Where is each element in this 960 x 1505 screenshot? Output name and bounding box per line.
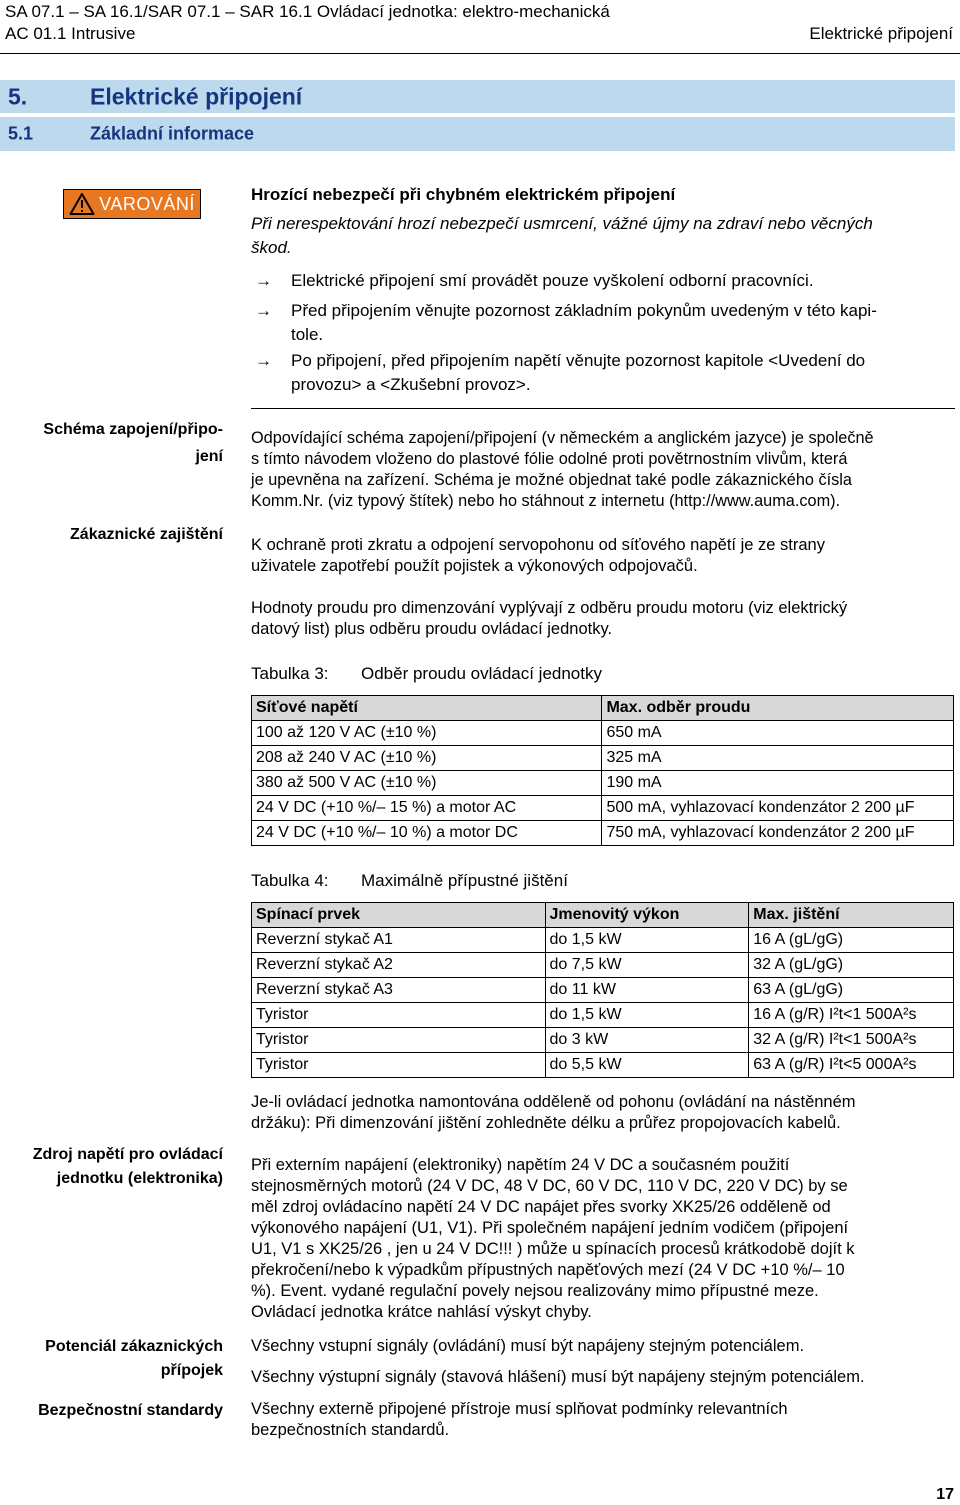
side-label-line: přípojek bbox=[160, 1362, 223, 1379]
table-header-cell: Max. odběr proudu bbox=[602, 696, 954, 721]
paragraph-line: výkonového napájení (U1, V1). Při společném napájení jedním vodičem (připojení bbox=[251, 1219, 849, 1237]
table-row bbox=[252, 821, 954, 846]
warning-item-text: Elektrické připojení smí provádět pouze vyškolení odborní pracovníci. bbox=[291, 271, 814, 290]
arrow-icon: → bbox=[255, 301, 272, 320]
side-label-line: Schéma zapojení/připo- bbox=[43, 421, 223, 438]
table4-label: Tabulka 4: bbox=[251, 871, 329, 890]
table-cell: Tyristor bbox=[252, 1053, 546, 1078]
paragraph-line: Při externím napájení (elektroniky) napětím 24 V DC a současném použití bbox=[251, 1156, 790, 1174]
paragraph-schema bbox=[251, 428, 956, 512]
table-cell: do 3 kW bbox=[545, 1028, 749, 1053]
header-title-line2: AC 01.1 Intrusive bbox=[5, 24, 136, 43]
page-number: 17 bbox=[936, 1486, 954, 1503]
table-cell: Tyristor bbox=[252, 1003, 546, 1028]
paragraph-line: %). Event. vydané regulační povely nejsou realizovány mimo přípustné meze. bbox=[251, 1282, 819, 1300]
side-label-schema bbox=[0, 418, 223, 469]
arrow-icon: → bbox=[255, 271, 272, 290]
table-cell: 650 mA bbox=[602, 721, 954, 746]
paragraph-zdroj bbox=[251, 1155, 956, 1323]
warning-heading: Hrozící nebezpečí při chybném elektrickém připojení bbox=[251, 185, 676, 204]
table-row bbox=[252, 771, 954, 796]
warning-item-text: tole. bbox=[291, 325, 324, 344]
paragraph-separate-mount bbox=[251, 1092, 956, 1134]
table-cell: 380 až 500 V AC (±10 %) bbox=[252, 771, 602, 796]
table-row bbox=[252, 1028, 954, 1053]
table-cell: 32 A (g/R) I²t<1 500A²s bbox=[749, 1028, 954, 1053]
table-header-row bbox=[252, 903, 954, 928]
warning-italic-1: Při nerespektování hrozí nebezpečí usmrcení, vážné újmy na zdraví nebo věcných bbox=[251, 214, 873, 233]
table-row bbox=[252, 746, 954, 771]
table-row bbox=[252, 953, 954, 978]
table-header-row bbox=[252, 696, 954, 721]
warning-item-text: provozu> a <Zkušební provoz>. bbox=[291, 375, 531, 394]
paragraph-line: Hodnoty proudu pro dimenzování vyplývají z odběru proudu motoru (viz elektrický bbox=[251, 599, 848, 617]
warning-block bbox=[251, 183, 956, 397]
table-cell: 63 A (gL/gG) bbox=[749, 978, 954, 1003]
table-cell: Reverzní stykač A1 bbox=[252, 928, 546, 953]
paragraph-line: bezpečnostních standardů. bbox=[251, 1421, 450, 1439]
table-row bbox=[252, 796, 954, 821]
paragraph-potencial-1: Všechny vstupní signály (ovládání) musí být napájeny stejným potenciálem. bbox=[251, 1337, 805, 1355]
paragraph-line: je upevněna na zařízení. Schéma je možné objednat také podle zákaznického čísla bbox=[251, 471, 852, 489]
paragraph-line: Všechny externě připojené přístroje musí splňovat podmínky relevantních bbox=[251, 1400, 788, 1418]
section-number: 5. bbox=[8, 83, 28, 109]
arrow-icon: → bbox=[255, 351, 272, 370]
warning-label bbox=[63, 189, 201, 219]
table4-title: Maximálně přípustné jištění bbox=[361, 871, 568, 890]
paragraph-line: s tímto návodem vloženo do plastové fólie odolné proti povětrnostním vlivům, která bbox=[251, 450, 848, 468]
table-cell: 100 až 120 V AC (±10 %) bbox=[252, 721, 602, 746]
subsection-title: Základní informace bbox=[90, 123, 255, 144]
table-cell: 24 V DC (+10 %/– 15 %) a motor AC bbox=[252, 796, 602, 821]
header-chapter: Elektrické připojení bbox=[809, 24, 953, 43]
warning-item bbox=[251, 299, 956, 347]
table-header-cell: Síťové napětí bbox=[252, 696, 602, 721]
paragraph-line: uživatele zapotřebí použít pojistek a výkonových odpojovačů. bbox=[251, 557, 698, 575]
subsection-number: 5.1 bbox=[8, 123, 34, 144]
table-header-cell: Max. jištění bbox=[749, 903, 954, 928]
table-cell: Reverzní stykač A2 bbox=[252, 953, 546, 978]
table-cell: 750 mA, vyhlazovací kondenzátor 2 200 µF bbox=[602, 821, 954, 846]
table-header-cell: Jmenovitý výkon bbox=[545, 903, 749, 928]
table-row bbox=[252, 1003, 954, 1028]
warning-item-text: Před připojením věnujte pozornost základním pokynům uvedeným v této kapi- bbox=[291, 301, 877, 320]
table3-label: Tabulka 3: bbox=[251, 664, 329, 683]
warning-label-text: VAROVÁNÍ bbox=[99, 193, 195, 214]
table3-caption bbox=[251, 664, 602, 684]
table-header-cell: Spínací prvek bbox=[252, 903, 546, 928]
table-cell: 16 A (g/R) I²t<1 500A²s bbox=[749, 1003, 954, 1028]
paragraph-line: Odpovídající schéma zapojení/připojení (v německém a anglickém jazyce) je společně bbox=[251, 429, 874, 447]
table4 bbox=[251, 902, 954, 1078]
table3-title: Odběr proudu ovládací jednotky bbox=[361, 664, 602, 683]
paragraph-line: U1, V1 s XK25/26 , jen u 24 V DC!!! ) může u spínacích procesů krátkodobě dojít k bbox=[251, 1240, 855, 1258]
table-cell: 208 až 240 V AC (±10 %) bbox=[252, 746, 602, 771]
side-label-zakaznicke: Zákaznické zajištění bbox=[70, 526, 223, 543]
header-title-line1: SA 07.1 – SA 16.1/SAR 07.1 – SAR 16.1 Ovládací jednotka: elektro-mechanická bbox=[5, 2, 610, 21]
table-cell: do 1,5 kW bbox=[545, 1003, 749, 1028]
warning-item bbox=[251, 349, 956, 397]
table-cell: do 5,5 kW bbox=[545, 1053, 749, 1078]
paragraph-line: Komm.Nr. (viz typový štítek) nebo ho stáhnout z internetu (http://www.auma.com). bbox=[251, 492, 841, 510]
warning-item-text: Po připojení, před připojením napětí věnujte pozornost kapitole <Uvedení do bbox=[291, 351, 866, 370]
section-heading bbox=[0, 80, 955, 113]
side-label-line: Potenciál zákaznických bbox=[45, 1338, 223, 1355]
warning-italic-2: škod. bbox=[251, 238, 292, 257]
table-cell: 500 mA, vyhlazovací kondenzátor 2 200 µF bbox=[602, 796, 954, 821]
table-row bbox=[252, 721, 954, 746]
side-label-bezpecnostni: Bezpečnostní standardy bbox=[38, 1402, 223, 1419]
table-cell: Tyristor bbox=[252, 1028, 546, 1053]
subsection-heading bbox=[0, 117, 955, 151]
table-cell: 63 A (g/R) I²t<5 000A²s bbox=[749, 1053, 954, 1078]
table-cell: do 7,5 kW bbox=[545, 953, 749, 978]
paragraph-potencial-2: Všechny výstupní signály (stavová hlášení) musí být napájeny stejným potenciálem. bbox=[251, 1368, 865, 1386]
warning-item bbox=[251, 269, 956, 293]
table-cell: 24 V DC (+10 %/– 10 %) a motor DC bbox=[252, 821, 602, 846]
table-cell: Reverzní stykač A3 bbox=[252, 978, 546, 1003]
paragraph-line: měl zdroj ovládacíno napětí 24 V DC napájet přes svorky XK25/26 odděleně od bbox=[251, 1198, 831, 1216]
paragraph-bezpecnostni bbox=[251, 1399, 956, 1441]
paragraph-hodnoty bbox=[251, 598, 956, 640]
warning-divider bbox=[251, 408, 955, 409]
paragraph-zajisteni bbox=[251, 535, 956, 577]
side-label-line: jení bbox=[195, 448, 223, 465]
side-label-line: Zdroj napětí pro ovládací bbox=[32, 1146, 223, 1163]
table-cell: 190 mA bbox=[602, 771, 954, 796]
header-divider bbox=[0, 53, 960, 54]
paragraph-line: držáku): Při dimenzování jištění zohledněte délku a průřez propojovacích kabelů. bbox=[251, 1114, 841, 1132]
paragraph-line: datový list) plus odběru proudu ovládací jednotky. bbox=[251, 620, 613, 638]
table-row bbox=[252, 928, 954, 953]
table-row bbox=[252, 1053, 954, 1078]
table-cell: 325 mA bbox=[602, 746, 954, 771]
table4-caption bbox=[251, 871, 568, 891]
paragraph-line: Je-li ovládací jednotka namontována odděleně od pohonu (ovládání na nástěnném bbox=[251, 1093, 856, 1111]
paragraph-line: K ochraně proti zkratu a odpojení servopohonu od síťového napětí je ze strany bbox=[251, 536, 825, 554]
table-row bbox=[252, 978, 954, 1003]
section-title: Elektrické připojení bbox=[90, 83, 303, 109]
side-label-line: jednotku (elektronika) bbox=[56, 1170, 223, 1187]
table-cell: 32 A (gL/gG) bbox=[749, 953, 954, 978]
paragraph-line: Ovládací jednotka krátce nahlásí výskyt chyby. bbox=[251, 1303, 592, 1321]
warning-triangle-icon bbox=[69, 192, 95, 216]
table3 bbox=[251, 695, 954, 846]
table-cell: do 11 kW bbox=[545, 978, 749, 1003]
paragraph-line: překročení/nebo k výpadkům přípustných napěťových mezí (24 V DC +10 %/– 10 bbox=[251, 1261, 845, 1279]
table-cell: 16 A (gL/gG) bbox=[749, 928, 954, 953]
paragraph-line: stejnosměrných motorů (24 V DC, 48 V DC, 60 V DC, 110 V DC, 220 V DC) by se bbox=[251, 1177, 848, 1195]
side-label-zdroj bbox=[0, 1143, 223, 1191]
side-label-potencial bbox=[0, 1335, 223, 1383]
table-cell: do 1,5 kW bbox=[545, 928, 749, 953]
